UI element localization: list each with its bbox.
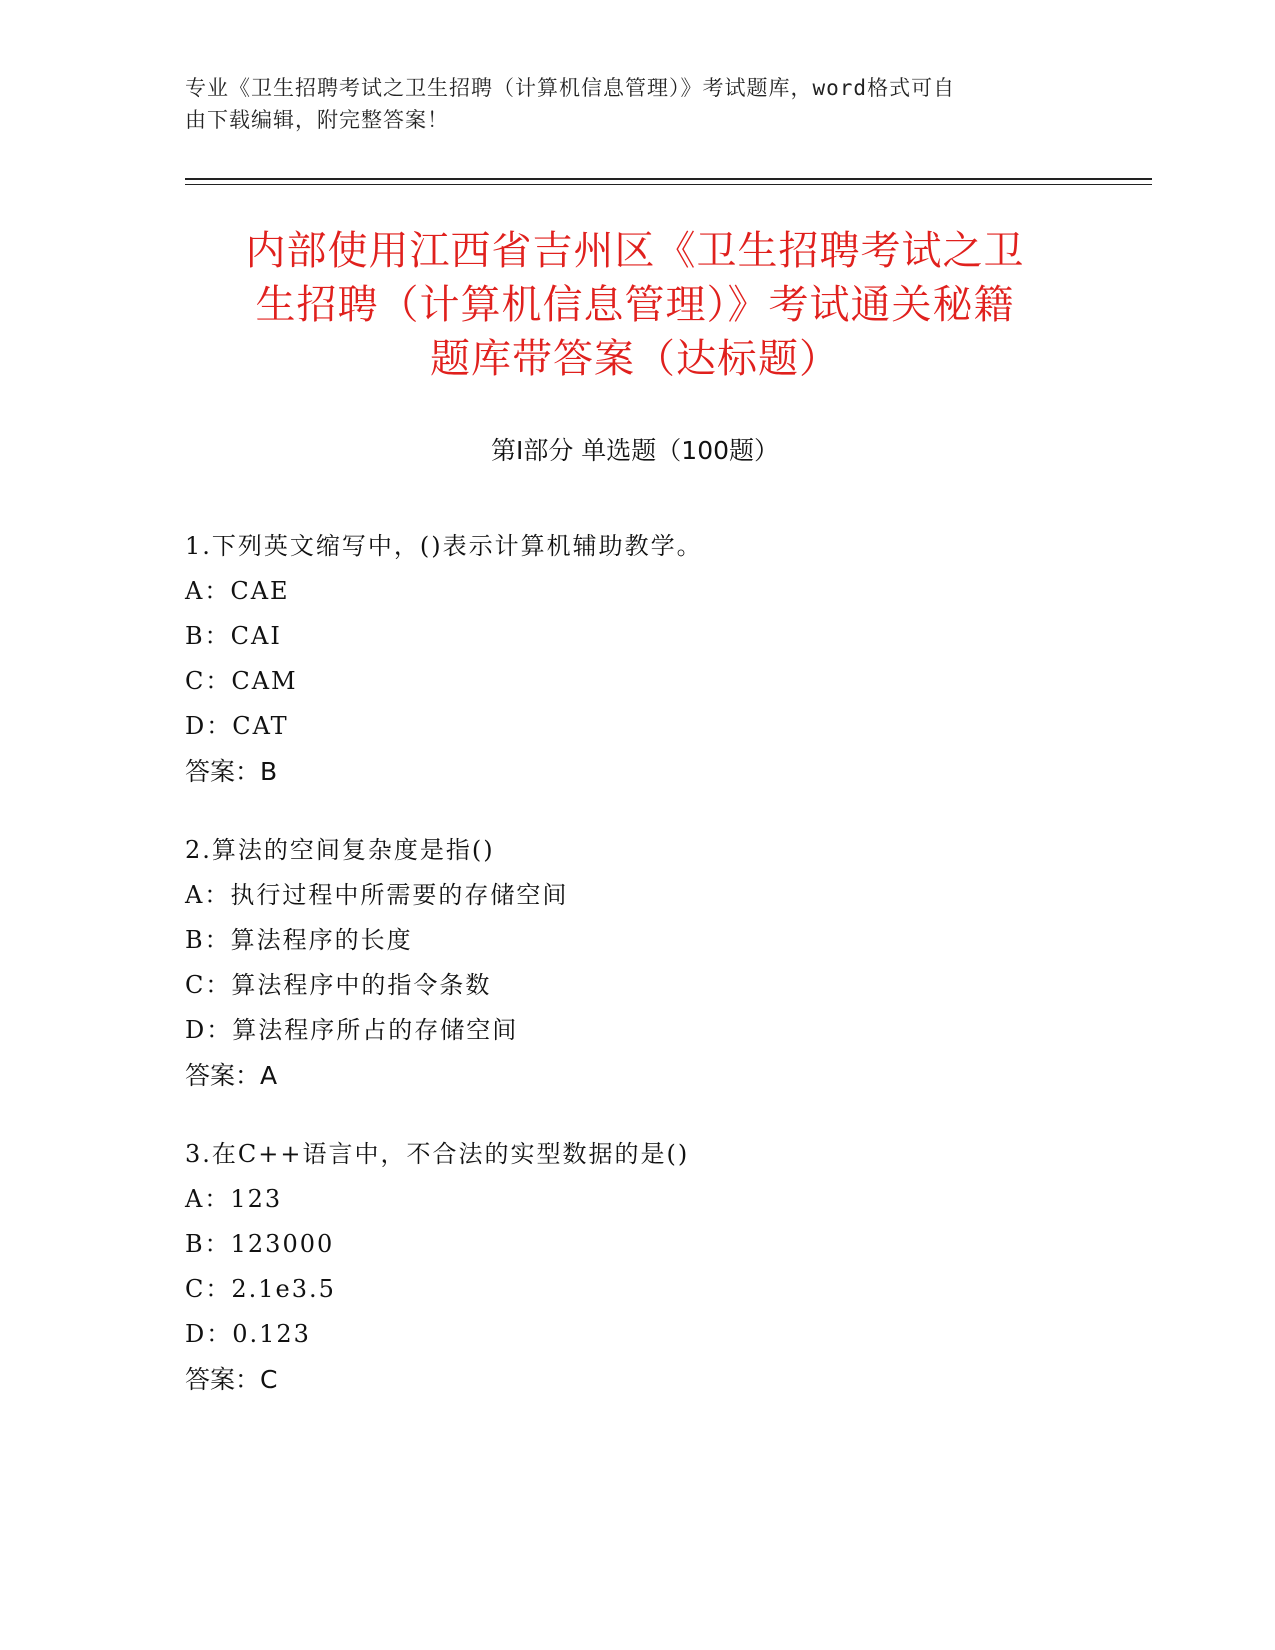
option-b: B：算法程序的长度 — [185, 926, 413, 954]
option-a: A：CAE — [185, 577, 290, 605]
question-list — [185, 524, 1105, 1436]
option-b: B：CAI — [185, 622, 282, 650]
option-d: D：CAT — [185, 712, 289, 740]
question-stem: 1.下列英文缩写中，()表示计算机辅助教学。 — [185, 532, 703, 560]
document-title-line-1: 内部使用江西省吉州区《卫生招聘考试之卫 — [245, 228, 1025, 274]
question-3 — [185, 1132, 1105, 1402]
header-note-line-1: 专业《卫生招聘考试之卫生招聘（计算机信息管理）》考试题库，word格式可自 — [185, 76, 956, 100]
answer: 答案：A — [185, 1061, 278, 1090]
header-note-line-2: 由下载编辑，附完整答案！ — [185, 108, 449, 132]
document-title — [185, 224, 1085, 386]
question-1 — [185, 524, 1105, 794]
option-d: D：算法程序所占的存储空间 — [185, 1016, 519, 1044]
option-d: D：0.123 — [185, 1320, 311, 1348]
question-stem: 3.在C++语言中，不合法的实型数据的是() — [185, 1140, 690, 1168]
header-divider-thick — [185, 178, 1152, 180]
option-c: C：算法程序中的指令条数 — [185, 971, 492, 999]
section-title: 第Ⅰ部分 单选题（100题） — [490, 436, 780, 465]
question-2 — [185, 828, 1105, 1098]
option-a: A：123 — [185, 1185, 283, 1213]
option-b: B：123000 — [185, 1230, 335, 1258]
document-title-line-3: 题库带答案（达标题） — [430, 336, 840, 382]
option-c: C：2.1e3.5 — [185, 1275, 336, 1303]
question-stem: 2.算法的空间复杂度是指() — [185, 836, 495, 864]
document-title-line-2: 生招聘（计算机信息管理）》考试通关秘籍 — [255, 282, 1015, 328]
answer: 答案：C — [185, 1365, 278, 1394]
answer: 答案：B — [185, 757, 278, 786]
option-a: A：执行过程中所需要的存储空间 — [185, 881, 569, 909]
option-c: C：CAM — [185, 667, 298, 695]
header-note — [185, 72, 1065, 136]
header-divider-thin — [185, 184, 1152, 185]
